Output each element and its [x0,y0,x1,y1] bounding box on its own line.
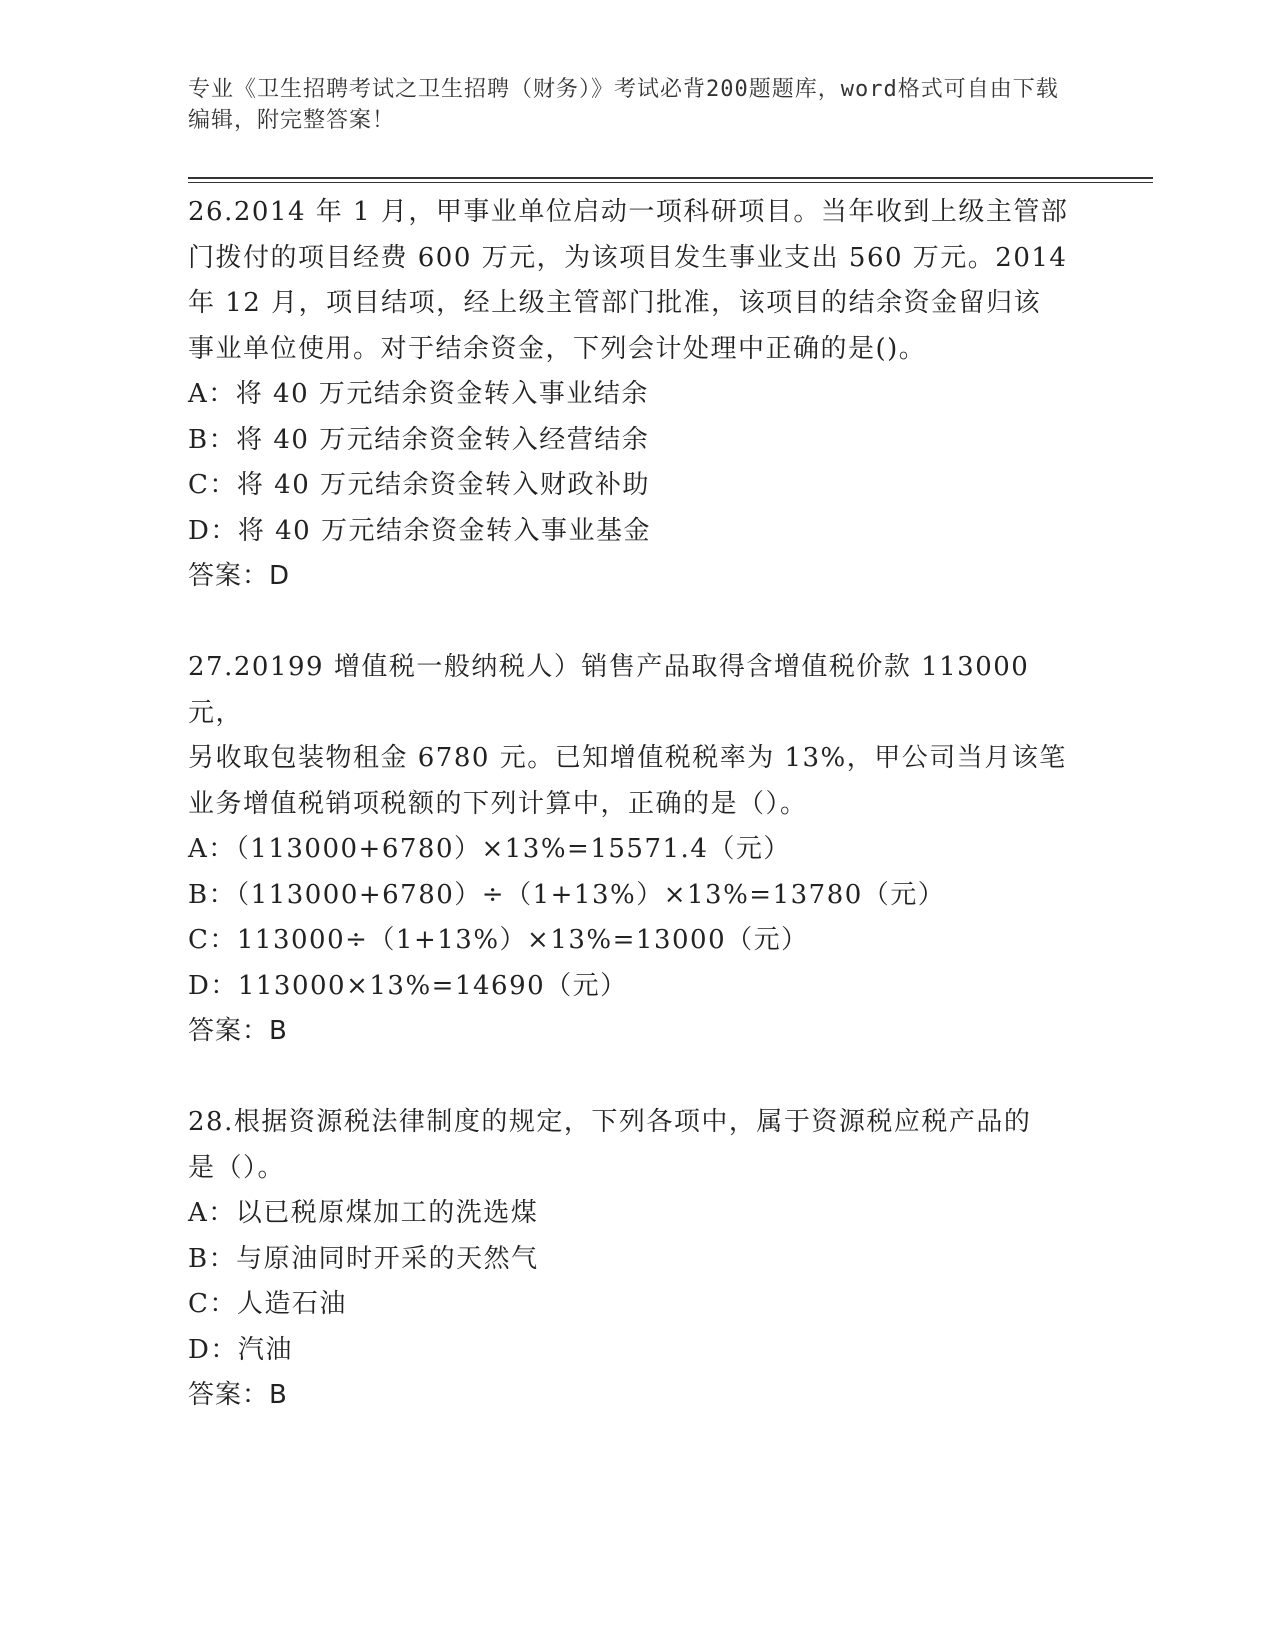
option-a: A：以已税原煤加工的洗选煤 [188,1198,539,1228]
header-divider-thin [188,182,1153,183]
answer-line: 答案：B [188,1016,288,1046]
question-stem-line: 是（）。 [188,1152,286,1183]
question-stem-line: 年 12 月，项目结项，经上级主管部门批准，该项目的结余资金留归该 [188,288,1042,318]
option-d: D：汽油 [188,1334,293,1365]
answer-line: 答案：B [188,1380,288,1410]
question-28 [188,1100,1088,1419]
header-text: 专业《卫生招聘考试之卫生招聘（财务）》考试必背200题题库，word格式可自由下载编辑，附完整答案！ [188,77,1059,133]
question-stem-line: 门拨付的项目经费 600 万元，为该项目发生事业支出 560 万元。2014 [188,242,1068,273]
question-stem-line: 业务增值税销项税额的下列计算中，正确的是（）。 [188,788,808,819]
answer-line: 答案：D [188,561,291,591]
question-stem-line: 26.2014 年 1 月，甲事业单位启动一项科研项目。当年收到上级主管部 [188,197,1069,227]
document-header [188,74,1068,136]
question-stem-line: 28.根据资源税法律制度的规定，下列各项中，属于资源税应税产品的 [188,1107,1032,1137]
question-stem-line: 事业单位使用。对于结余资金，下列会计处理中正确的是()。 [188,333,927,364]
header-divider-thick [188,177,1153,179]
option-a: A：将 40 万元结余资金转入事业结余 [188,379,649,409]
question-list [188,190,1088,1419]
question-stem-line: 另收取包装物租金 6780 元。已知增值税税率为 13%，甲公司当月该笔 [188,743,1067,773]
question-27 [188,645,1088,1055]
question-gap [188,1055,1088,1101]
option-c: C：人造石油 [188,1289,347,1319]
option-b: B：（113000+6780）÷（1+13%）×13%=13780（元） [188,879,946,910]
question-gap [188,600,1088,646]
option-a: A：（113000+6780）×13%=15571.4（元） [188,834,791,864]
option-b: B：将 40 万元结余资金转入经营结余 [188,424,650,455]
option-d: D：113000×13%=14690（元） [188,970,628,1001]
option-d: D：将 40 万元结余资金转入事业基金 [188,515,651,546]
option-b: B：与原油同时开采的天然气 [188,1243,539,1274]
option-c: C：113000÷（1+13%）×13%=13000（元） [188,925,809,955]
question-stem-line: 27.20199 增值税一般纳税人）销售产品取得含增值税价款 113000 元， [188,652,1040,728]
option-c: C：将 40 万元结余资金转入财政补助 [188,470,651,500]
question-26 [188,190,1088,600]
